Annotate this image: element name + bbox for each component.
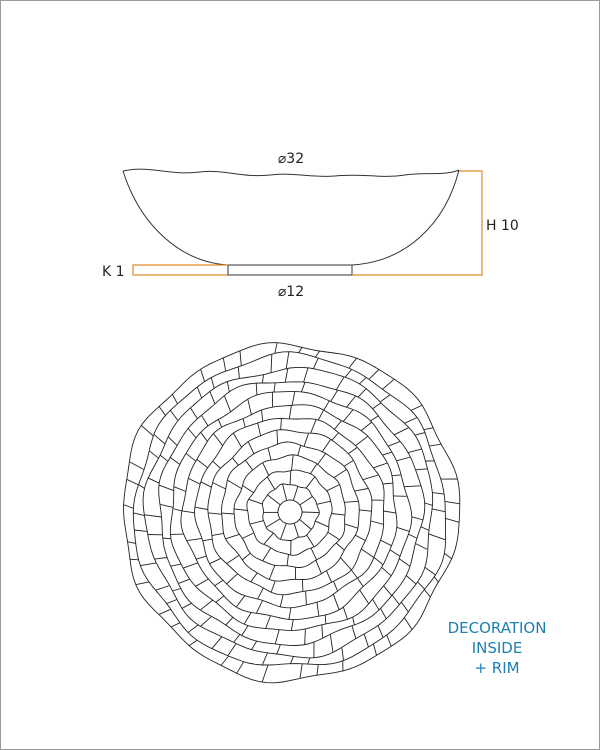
height-label: H 10 xyxy=(486,218,519,234)
pattern-brick-joint xyxy=(302,580,303,592)
bowl-foot xyxy=(228,265,352,275)
pattern-brick-joint xyxy=(129,559,138,560)
top-diameter-label: ⌀32 xyxy=(277,151,305,167)
base-thickness-label: K 1 xyxy=(102,264,125,280)
note-line-1: DECORATION xyxy=(447,619,547,637)
note-line-3: + RIM xyxy=(474,659,520,677)
note-line-2: INSIDE xyxy=(471,639,523,657)
page-frame xyxy=(1,1,600,750)
base-diameter-label: ⌀12 xyxy=(277,284,305,300)
pattern-brick-joint xyxy=(302,512,319,513)
